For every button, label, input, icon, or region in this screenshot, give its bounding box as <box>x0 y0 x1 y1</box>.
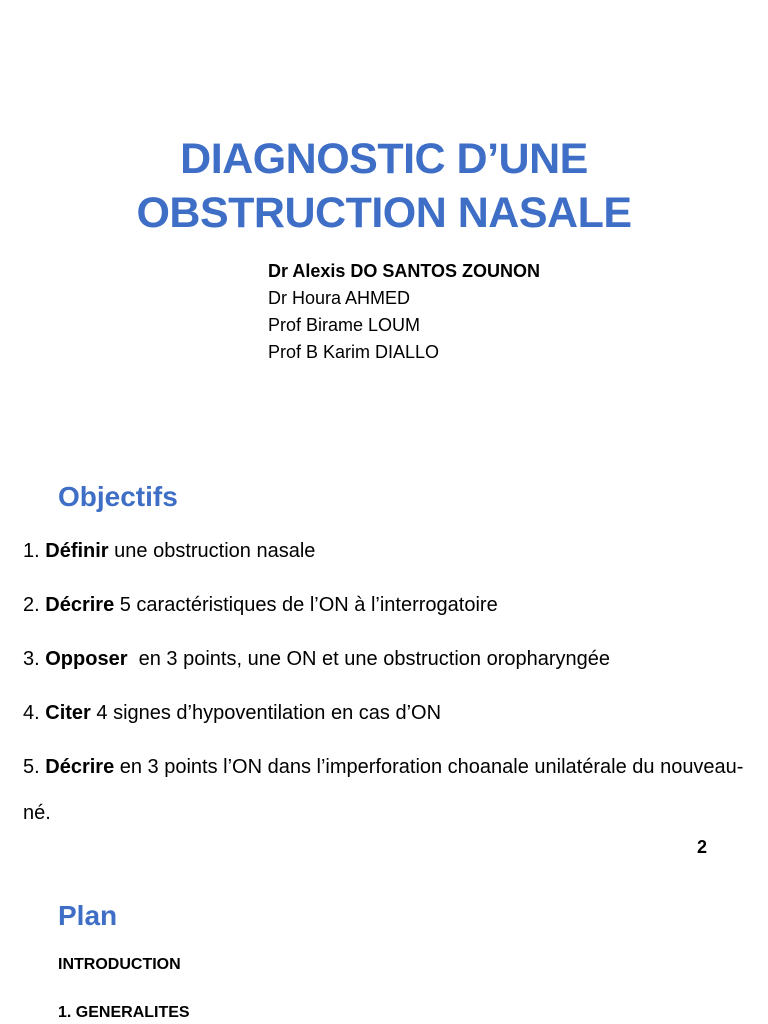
objective-verb: Décrire <box>45 594 115 616</box>
objectives-list <box>23 537 753 862</box>
title-line-2: OBSTRUCTION NASALE <box>136 189 632 237</box>
objective-number: 3. <box>23 648 46 670</box>
author-name: Dr Alexis DO SANTOS ZOUNON <box>268 261 541 281</box>
objective-text: une obstruction nasale <box>108 540 316 562</box>
objective-text: en 3 points l’ON dans l’imperforation choanale unilatérale du nouveau-né. <box>23 756 744 824</box>
plan-item: 1. GENERALITES <box>58 1004 190 1021</box>
plan-list <box>58 955 190 1024</box>
objective-item <box>23 744 753 836</box>
objective-text: en 3 points, une ON et une obstruction oropharyngée <box>127 648 611 670</box>
objective-number: 4. <box>23 702 46 724</box>
objective-verb: Opposer <box>45 648 128 670</box>
author-list <box>268 258 540 366</box>
objective-item <box>23 537 753 565</box>
title-line-1: DIAGNOSTIC D’UNE <box>180 135 588 183</box>
objective-verb: Citer <box>45 702 91 724</box>
objective-number: 1. <box>23 540 46 562</box>
author-name: Prof Birame LOUM <box>268 315 421 335</box>
objective-verb: Décrire <box>45 756 115 778</box>
author-name: Prof B Karim DIALLO <box>268 342 440 362</box>
page-number: 2 <box>697 837 708 857</box>
objective-item <box>23 645 753 673</box>
objective-number: 5. <box>23 756 46 778</box>
objective-text: 5 caractéristiques de l’ON à l’interrogatoire <box>114 594 498 616</box>
objective-item <box>23 591 753 619</box>
objective-text: 4 signes d’hypoventilation en cas d’ON <box>90 702 442 724</box>
objective-verb: Définir <box>45 540 109 562</box>
author-name: Dr Houra AHMED <box>268 288 411 308</box>
objective-number: 2. <box>23 594 46 616</box>
objectives-heading: Objectifs <box>58 481 178 512</box>
objective-item <box>23 699 753 727</box>
document-title <box>0 132 768 240</box>
plan-item: INTRODUCTION <box>58 956 181 973</box>
plan-heading: Plan <box>58 900 118 931</box>
